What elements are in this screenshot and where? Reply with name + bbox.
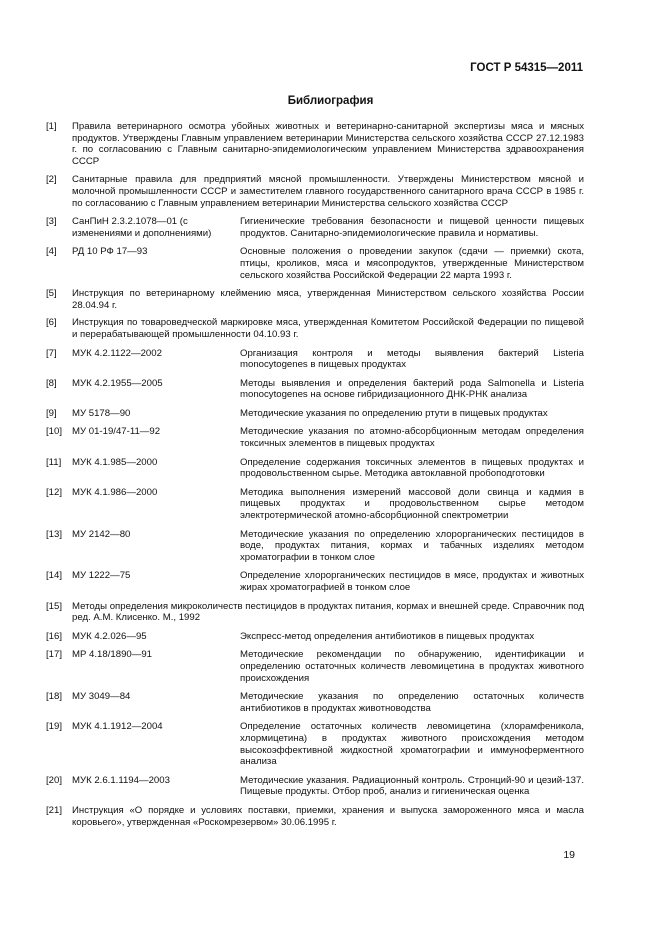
entry-text: Методические указания. Радиационный контроль. Стронций-90 и цезий-137. Пищевые продукты. Отбор проб, анализ и гигиеническая оценка (240, 774, 584, 798)
entry-number: [21] (46, 804, 63, 816)
entry-code: МУК 4.1.985—2000 (72, 456, 158, 468)
entry-text: Санитарные правила для предприятий мясной промышленности. Утверждены Министерством мясной и молочной промышленности СССР и заместителем главного государственного санитарного врача СССР в 1985 г. по согласованию с Главным управлением ветеринарии Министерства сельского хозяйства СССР (72, 174, 584, 209)
entry-code: МУК 4.2.1955—2005 (72, 377, 163, 389)
entry-text: Определение остаточных количеств левомицетина (хлорамфеникола, хлормицетина) в продуктах животного происхождения методом высокоэффективной жидкостной хроматографии и иммуноферментного анализа (240, 721, 584, 768)
bibliography-entry (46, 805, 584, 828)
entry-code: МУ 2142—80 (72, 528, 131, 540)
entry-number: [4] (46, 246, 57, 258)
entry-code: МУ 1222—75 (72, 570, 131, 582)
entry-number: [1] (46, 121, 57, 132)
bibliography-entry (46, 174, 584, 209)
entry-text: Основные положения о проведении закупок (сдачи — приемки) скота, птицы, кроликов, мяса и мясопродуктов, утвержденные Министерством сельского хозяйства Российской Федерации 22 марта 1993 г. (240, 246, 584, 281)
entry-number: [3] (46, 216, 57, 228)
bibliography-entry (46, 691, 584, 714)
entry-text: Организация контроля и методы выявления бактерий Listeria monocytogenes в пищевых продуктах (240, 347, 584, 371)
entry-text: Определение содержания токсичных элементов в пищевых продуктах и продовольственном сырье. Методика автоклавной пробоподготовки (240, 456, 584, 480)
bibliography-entry (46, 529, 584, 564)
bibliography-entry (46, 570, 584, 593)
entry-text: Экспресс-метод определения антибиотиков в пищевых продуктах (240, 630, 535, 642)
bibliography-entry (46, 721, 584, 767)
entry-number: [2] (46, 174, 57, 186)
entry-code: МУК 4.1.986—2000 (72, 486, 158, 498)
entry-code: МР 4.18/1890—91 (72, 649, 153, 661)
page-title: Библиография (287, 95, 374, 107)
bibliography-list (46, 121, 584, 828)
entry-number: [6] (46, 317, 57, 329)
entry-text: Методика выполнения измерений массовой доли свинца и кадмия в пищевых продуктах и продовольственном сырье методом электротермической атомно-абсорбционной спектрометрии (240, 486, 584, 522)
entry-code: МУ 3049—84 (72, 691, 131, 703)
bibliography-entry (46, 457, 584, 480)
entry-text: Гигиенические требования безопасности и пищевой ценности пищевых продуктов. Санитарно-эпидемиологические правила и нормативы. (240, 216, 584, 239)
entry-number: [7] (46, 347, 57, 359)
bibliography-entry (46, 216, 584, 239)
entry-number: [16] (46, 630, 63, 642)
entry-number: [10] (46, 426, 63, 438)
entry-text: Методические указания по определению хлорорганических пестицидов в воде, продуктах питания, кормах и табачных изделиях методом хроматографии в тонком слое (240, 528, 584, 563)
entry-code: МУК 2.6.1.1194—2003 (72, 774, 170, 786)
entry-number: [9] (46, 407, 57, 419)
entry-code: РД 10 РФ 17—93 (72, 246, 148, 258)
entry-number: [17] (46, 649, 63, 661)
entry-code: МУ 01-19/47-11—92 (72, 426, 161, 438)
entry-text: Методические указания по определению ртути в пищевых продуктах (240, 407, 548, 419)
entry-text: Методические рекомендации по обнаружению, идентификации и определению остаточных количеств левомицетина в продуктах животного происхождения (240, 649, 584, 684)
entry-text: Правила ветеринарного осмотра убойных животных и ветеринарно-санитарной экспертизы мяса и мясных продуктов. Утверждены Главным управлением ветеринарии Министерства сельского хозяйства СССР 27.12.1983 г. по согласованию с Главным санитарно-эпидемиологическим управлением Министерства здравоохранения СССР (72, 121, 584, 167)
bibliography-entry (46, 601, 584, 624)
entry-number: [18] (46, 691, 63, 703)
entry-number: [19] (46, 721, 63, 733)
entry-text: Методические указания по атомно-абсорбционным методам определения токсичных элементов в пищевых продуктах (240, 426, 584, 450)
bibliography-entry (46, 487, 584, 522)
document-code: ГОСТ Р 54315—2011 (470, 62, 583, 74)
entry-text: Методы определения микроколичеств пестицидов в продуктах питания, кормах и внешней среде. Справочник под ред. А.М. Клисенко. М., 1992 (72, 600, 584, 624)
bibliography-entry (46, 348, 584, 371)
entry-number: [14] (46, 570, 63, 582)
entry-number: [15] (46, 600, 63, 612)
entry-number: [8] (46, 377, 57, 389)
entry-text: Методы выявления и определения бактерий рода Salmonella и Listeria monocytogenes на основе гибридизационного ДНК-РНК анализа (240, 377, 584, 401)
bibliography-entry (46, 317, 584, 340)
bibliography-entry (46, 288, 584, 311)
bibliography-entry (46, 121, 584, 167)
bibliography-entry (46, 649, 584, 684)
bibliography-entry (46, 246, 584, 281)
entry-text: Определение хлорорганических пестицидов в мясе, продуктах и животных жирах хроматографией в тонком слое (240, 570, 584, 593)
bibliography-entry (46, 426, 584, 449)
entry-code: МУ 5178—90 (72, 407, 131, 419)
entry-code: СанПиН 2.3.2.1078—01 (с изменениями и дополнениями) (72, 216, 212, 239)
entry-number: [11] (46, 456, 62, 468)
entry-code: МУК 4.1.1912—2004 (72, 721, 163, 733)
bibliography-entry (46, 408, 584, 420)
entry-number: [12] (46, 486, 63, 498)
entry-text: Инструкция по товароведческой маркировке мяса, утвержденная Комитетом Российской Федерации по пищевой и перерабатывающей промышленности 04.10.93 г. (72, 317, 584, 340)
entry-number: [20] (46, 774, 63, 786)
entry-code: МУК 4.2.1122—2002 (72, 347, 162, 359)
entry-code: МУК 4.2.026—95 (72, 630, 147, 642)
bibliography-entry (46, 775, 584, 798)
page-number: 19 (563, 849, 575, 861)
entry-text: Инструкция «О порядке и условиях поставки, приемки, хранения и выпуска замороженного мяса и масла коровьего», утвержденная «Роскомрезервом» 30.06.1995 г. (72, 804, 584, 828)
entry-text: Методические указания по определению остаточных количеств антибиотиков в продуктах животноводства (240, 691, 584, 714)
entry-number: [13] (46, 528, 63, 540)
entry-text: Инструкция по ветеринарному клеймению мяса, утвержденная Министерством сельского хозяйства России 28.04.94 г. (72, 288, 584, 311)
bibliography-entry (46, 631, 584, 643)
bibliography-entry (46, 378, 584, 401)
entry-number: [5] (46, 288, 57, 300)
